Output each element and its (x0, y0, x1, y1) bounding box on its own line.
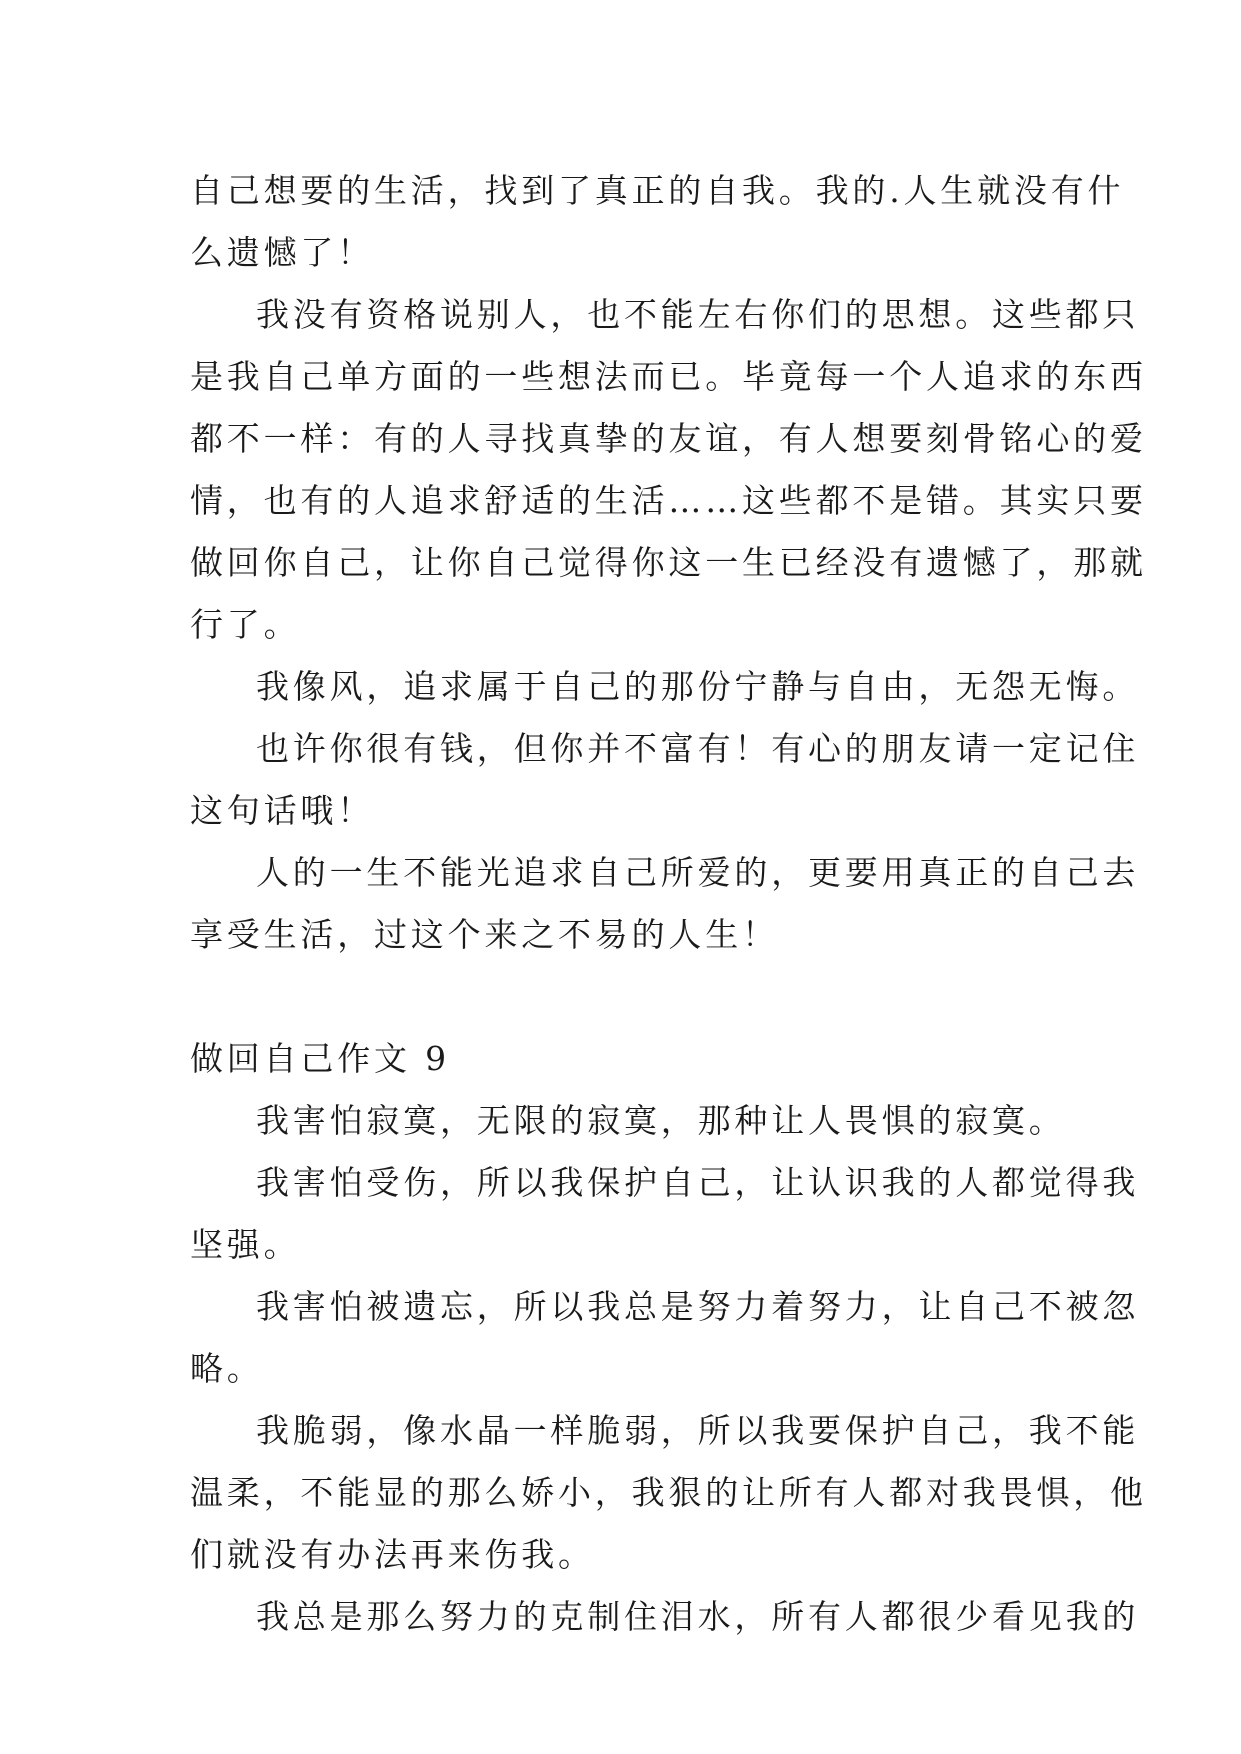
text-line: 是我自己单方面的一些想法而已。毕竟每一个人追求的东西 (190, 357, 1147, 396)
text-line: 自己想要的生活，找到了真正的自我。我的.人生就没有什 (190, 171, 1125, 210)
paragraph-start-line: 人的一生不能光追求自己所爱的，更要用真正的自己去 (256, 853, 1140, 892)
paragraph-start-line: 我没有资格说别人，也不能左右你们的思想。这些都只 (256, 295, 1140, 334)
paragraph-start-line: 我总是那么努力的克制住泪水，所有人都很少看见我的 (256, 1597, 1140, 1636)
paragraph-start-line: 我脆弱，像水晶一样脆弱，所以我要保护自己，我不能 (256, 1411, 1140, 1450)
text-line: 行了。 (190, 605, 301, 644)
text-line: 坚强。 (190, 1225, 301, 1264)
paragraph-start-line: 我害怕受伤，所以我保护自己，让认识我的人都觉得我 (256, 1163, 1140, 1202)
text-line: 都不一样：有的人寻找真挚的友谊，有人想要刻骨铭心的爱 (190, 419, 1147, 458)
text-line: 们就没有办法再来伤我。 (190, 1535, 595, 1574)
text-line: 么遗憾了！ (190, 233, 374, 272)
text-line: 享受生活，过这个来之不易的人生！ (190, 915, 779, 954)
paragraph-start-line: 我像风，追求属于自己的那份宁静与自由，无怨无悔。 (256, 667, 1140, 706)
paragraph-start-line: 我害怕寂寞，无限的寂寞，那种让人畏惧的寂寞。 (256, 1101, 1066, 1140)
text-line: 情，也有的人追求舒适的生活……这些都不是错。其实只要 (190, 481, 1147, 520)
text-line: 做回你自己，让你自己觉得你这一生已经没有遗憾了，那就 (190, 543, 1147, 582)
paragraph-start-line: 也许你很有钱，但你并不富有！有心的朋友请一定记住 (256, 729, 1140, 768)
paragraph-start-line: 我害怕被遗忘，所以我总是努力着努力，让自己不被忽 (256, 1287, 1140, 1326)
essay-body (190, 160, 1147, 1648)
section-gap (190, 966, 1070, 1028)
text-line: 略。 (190, 1349, 264, 1388)
text-line: 温柔，不能显的那么娇小，我狠的让所有人都对我畏惧，他 (190, 1473, 1147, 1512)
text-line: 这句话哦！ (190, 791, 374, 830)
section-title: 做回自己作文 9 (190, 1039, 450, 1078)
